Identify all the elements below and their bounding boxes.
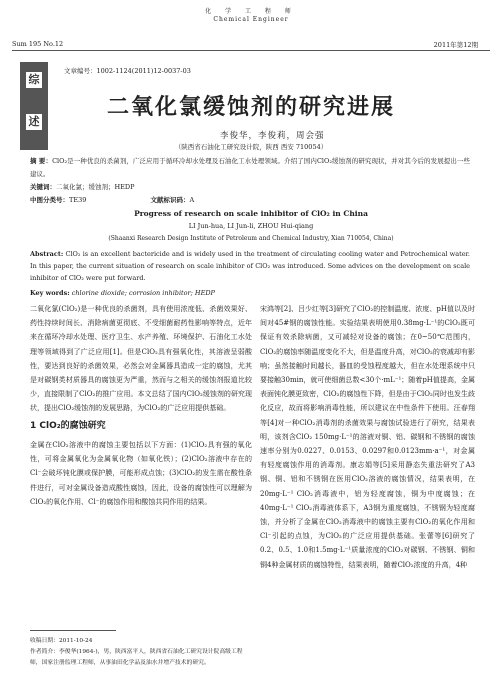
article-title: 二氧化氯缓蚀剂的研究进展 bbox=[106, 95, 395, 120]
doc-code-label: 文献标识码： bbox=[150, 196, 190, 204]
clc-code: TE39 bbox=[69, 196, 87, 204]
keywords-line bbox=[30, 181, 470, 194]
doc-code: A bbox=[189, 196, 195, 204]
abstract-label: 摘 要： bbox=[30, 157, 53, 165]
english-abstract-text: ClO₂ is an excellent bactericide and is widely used in the treatment of circulating cooling water and Petrochemical water. In this paper, the current situation of research on scale inhibitor of ClO₂ was introduced. Some advices on the development on scale inhibitor of ClO₂ were put forward. bbox=[30, 250, 470, 282]
clc-label: 中图分类号： bbox=[30, 196, 69, 204]
abstract-paragraph bbox=[30, 155, 470, 181]
english-abstract-label: Abstract: bbox=[30, 250, 64, 258]
keywords-text: 二氧化氯；缓蚀剂；HEDP bbox=[56, 183, 135, 191]
section-heading: 1 ClO₂的腐蚀研究 bbox=[30, 421, 106, 431]
right-column-paragraph: 宋鸿等[2]、吕少红等[3]研究了ClO₂的控制温度、浓度、pH值以及时间对45#钢的腐蚀性能。实验结果表明使用0.38mg·L⁻¹的ClO₂既可保证有效杀除病菌，又可减轻对设备的腐蚀；在0~50℃范围内，ClO₂的腐蚀率随温度变化不大，但是温度升高，对ClO₂的衰减却有影响；虽然接触时间越长，器皿的受蚀程度越大，但在水处理系统中只要接触30min，就可使细菌总数<30个·mL⁻¹；随着pH值提高，金属表面钝化膜更致密，ClO₂的腐蚀性下降，但是由于ClO₂同时也发生歧化反应，故而将影响消毒性能，所以建议在中性条件下使用。汪春翔等[4]对一种ClO₂消毒剂的杀菌效果与腐蚀试验进行了研究，结果表明，该剂含ClO₂ 150mg·L⁻¹的溶液对铜、铝、碳钢和不锈钢的腐蚀速率分别为0.0227、0.0153、0.0297和0.0123mm·a⁻¹，对金属有轻度腐蚀作用的消毒剂。康志娟等[5]采用静态失重法研究了A3钢、铜、铝和不锈钢在医用ClO₂溶液的腐蚀情况，结果表明，在20mg·L⁻¹ ClO₂消毒液中，铝为轻度腐蚀，铜为中度腐蚀；在40mg·L⁻¹ ClO₂消毒液体系下，A3钢为重度腐蚀，不锈钢为轻度腐蚀，并分析了金属在ClO₂消毒液中的腐蚀主要有ClO₂的氧化作用和Cl⁻引起的点蚀，为ClO₂的广泛应用提供基础。张蕾等[6]研究了0.2、0.5、1.0和1.5mg·L⁻¹质量浓度的ClO₂对碳钢、不锈钢、铜和铜4种金属材质的腐蚀特性，结果表明，随着ClO₂浓度的升高，4种 bbox=[260, 305, 475, 569]
english-affiliation: (Shaanxi Research Design Institute of Petroleum and Chemical Industry, Xian 710054, China) bbox=[108, 235, 394, 242]
issue-number: Sum 195 No.12 bbox=[12, 40, 64, 48]
article-affiliation: （陕西省石油化工研究设计院，陕西 西安 710054） bbox=[174, 143, 328, 151]
category-char: 综 bbox=[26, 72, 42, 88]
article-number: 文章编号：1002-1124(2011)12-0037-03 bbox=[64, 67, 191, 75]
journal-title-en: Chemical Engineer bbox=[213, 16, 289, 23]
english-keywords-label: Key words: bbox=[30, 289, 70, 297]
abstract-text: ClO₂是一种优良的杀菌剂，广泛应用于循环冷却水处理及石油化工水处理领域。介绍了国内ClO₂缓蚀剂的研究现状，并对其今后的发展提出一些建议。 bbox=[30, 157, 470, 178]
footnote-rule bbox=[30, 630, 116, 631]
classification-line bbox=[30, 194, 470, 207]
journal-title-cn: 化 学 工 程 师 bbox=[205, 8, 297, 15]
keywords-label: 关键词： bbox=[30, 183, 56, 191]
issue-date: 2011年第12期 bbox=[433, 41, 478, 49]
author-bio: 作者简介：李俊华(1964-)，男，陕西富平人，陕西省石油化工研究设计院高级工程师，国家注册监理工程师，从事油田化学品及油水井增产技术的研究。 bbox=[30, 649, 243, 666]
header-rule bbox=[12, 50, 490, 51]
english-authors: LI Jun-hua, LI Jun-li, ZHOU Hui-qiang bbox=[188, 222, 314, 230]
intro-paragraph: 二氧化氯(ClO₂)是一种优良的杀菌剂，具有使用浓度低、杀菌效果好、药性持续时间长、消除病菌更彻底、不受细菌耐药性影响等特点，近年来在循环冷却水处理、医疗卫生、水产养殖、环境保护、石油化工水处理等领域得到了广泛应用[1]。但是ClO₂具有强氧化性，其溶液呈弱酸性，要达到良好的杀菌效果，必然会对金属器具造成一定的腐蚀，尤其是对碳钢类材质器具的腐蚀更为严重，然而与之相关的缓蚀剂报道比较少，直接限制了ClO₂的推广应用。本文总结了国内ClO₂缓蚀剂的研究现状，提出ClO₂缓蚀剂的发展思路，为ClO₂的广泛应用提供基础。 bbox=[30, 305, 252, 413]
article-authors: 李俊华，李俊莉，周会强 bbox=[220, 131, 325, 141]
english-keywords bbox=[30, 289, 470, 297]
section1-paragraph: 金属在ClO₂溶液中的腐蚀主要包括以下方面：(1)ClO₂具有强的氧化性，可将金属氧化为金属氧化物（如氧化铁）；(2)ClO₂溶液中存在的Cl⁻会破坏钝化膜或保护膜，可能形成点蚀；(3)ClO₂的发生需在酸性条件进行，可对金属设备造成酸性腐蚀，因此，设备的腐蚀性可以理解为ClO₂的氧化作用、Cl⁻的腐蚀作用和酸蚀共同作用的结果。 bbox=[30, 441, 252, 506]
received-date: 收稿日期：2011-10-24 bbox=[30, 638, 93, 644]
english-title: Progress of research on scale inhibitor of ClO₂ in China bbox=[134, 209, 368, 218]
footnote bbox=[30, 636, 252, 669]
category-char: 述 bbox=[26, 114, 42, 130]
chinese-abstract bbox=[30, 155, 470, 207]
english-keywords-text: chlorine dioxide; corrosion inhibitor; HEDP bbox=[71, 289, 215, 297]
english-abstract bbox=[30, 248, 470, 284]
